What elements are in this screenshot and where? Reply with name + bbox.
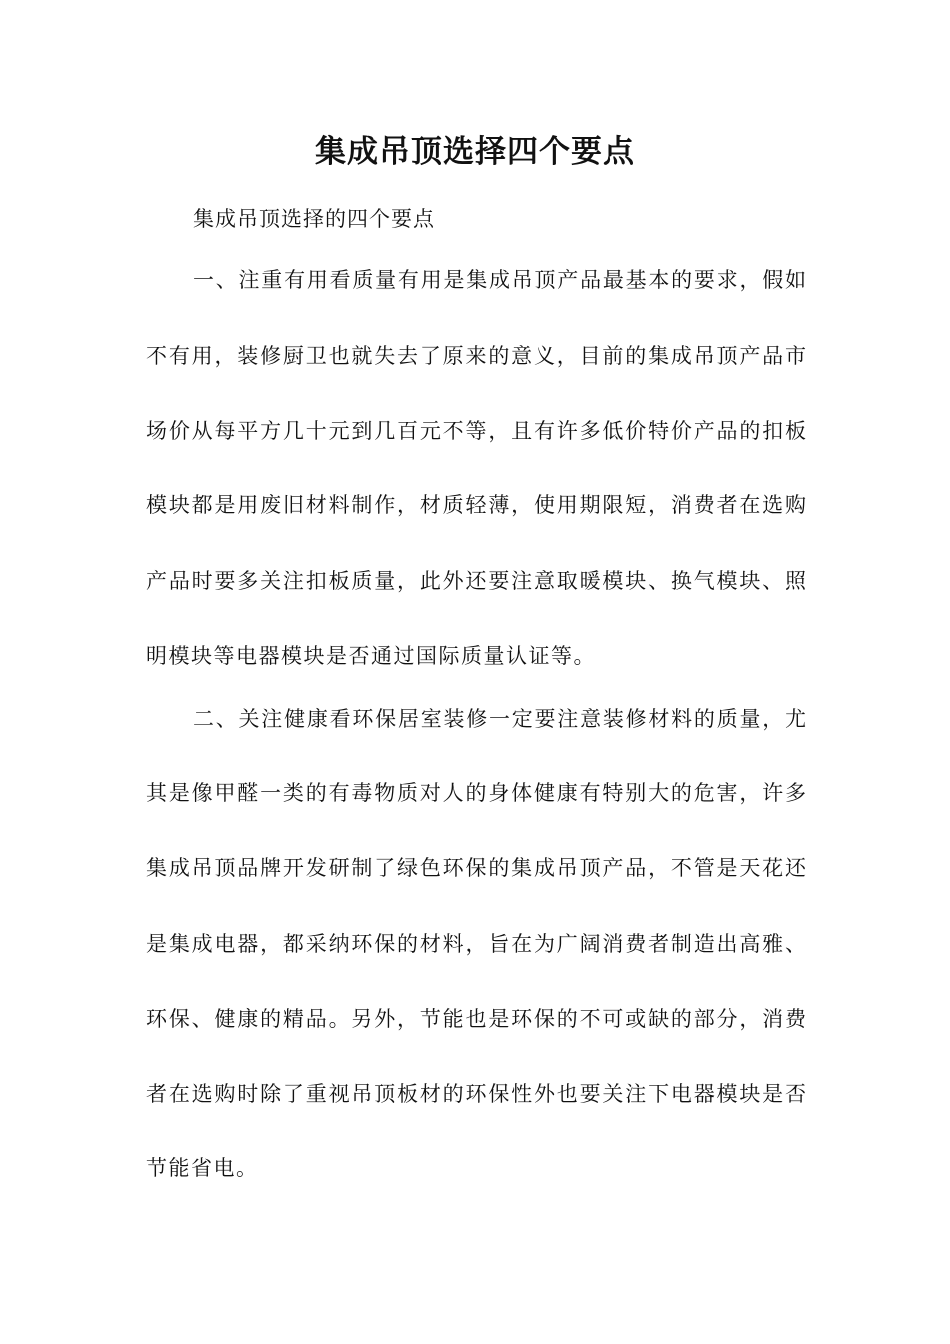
paragraph-2-line-3: 集成吊顶品牌开发研制了绿色环保的集成吊顶产品，不管是天花还	[146, 856, 806, 880]
paragraph-2-line-7: 节能省电。	[146, 1156, 259, 1180]
paragraph-1-line-1: 一、注重有用看质量有用是集成吊顶产品最基本的要求，假如	[193, 268, 806, 292]
paragraph-2-line-2: 其是像甲醛一类的有毒物质对人的身体健康有特别大的危害，许多	[146, 781, 806, 805]
paragraph-1-line-5: 产品时要多关注扣板质量，此外还要注意取暖模块、换气模块、照	[146, 569, 806, 593]
paragraph-1-line-3: 场价从每平方几十元到几百元不等，且有许多低价特价产品的扣板	[146, 419, 806, 443]
document-subtitle: 集成吊顶选择的四个要点	[193, 207, 435, 231]
paragraph-2-line-4: 是集成电器，都采纳环保的材料，旨在为广阔消费者制造出高雅、	[146, 932, 806, 956]
paragraph-1-line-6: 明模块等电器模块是否通过国际质量认证等。	[146, 644, 596, 668]
document-title: 集成吊顶选择四个要点	[315, 134, 635, 170]
paragraph-1-line-2: 不有用，装修厨卫也就失去了原来的意义，目前的集成吊顶产品市	[146, 344, 806, 368]
paragraph-1-line-4: 模块都是用废旧材料制作，材质轻薄，使用期限短，消费者在选购	[146, 493, 806, 517]
paragraph-2-line-6: 者在选购时除了重视吊顶板材的环保性外也要关注下电器模块是否	[146, 1082, 806, 1106]
paragraph-2-line-1: 二、关注健康看环保居室装修一定要注意装修材料的质量，尤	[193, 707, 806, 731]
paragraph-2-line-5: 环保、健康的精品。另外，节能也是环保的不可或缺的部分，消费	[146, 1007, 806, 1031]
